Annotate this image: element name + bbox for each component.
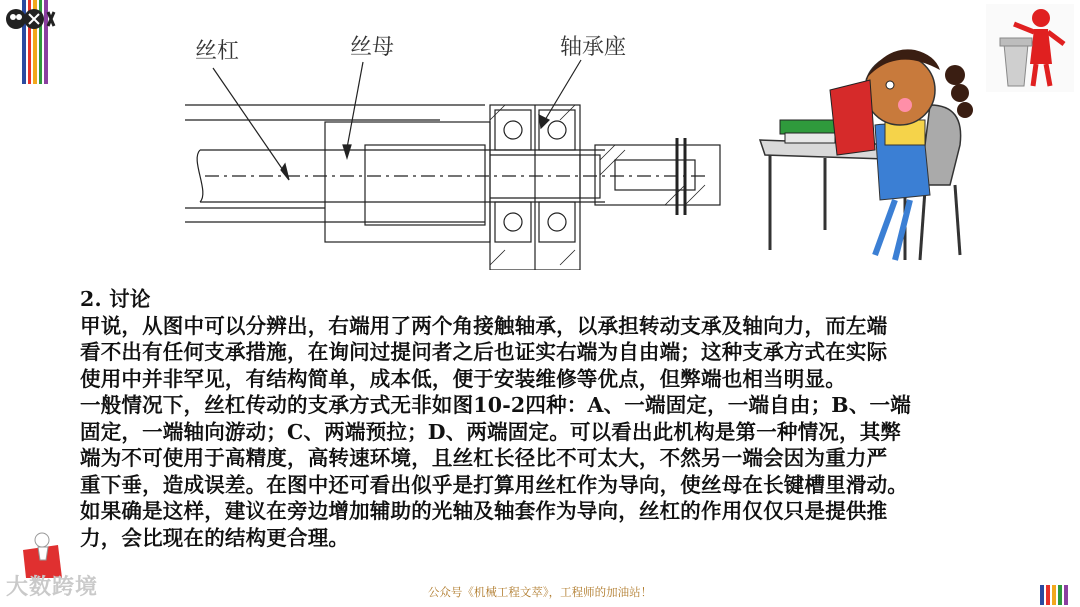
watermark: 大数跨境 <box>6 575 99 600</box>
text-line: 固定，一端轴向游动；C、两端预拉；D、两端固定。可以看出此机构是第一种情况，其弊 <box>80 419 902 444</box>
text-line: 看不出有任何支承措施，在询问过提问者之后也证实右端为自由端；这种支承方式在实际 <box>80 340 888 364</box>
text-line: 使用中并非罕见，有结构简单，成本低，便于安装维修等优点，但弊端也相当明显。 <box>80 366 846 391</box>
mechanical-drawing <box>185 10 725 270</box>
section-heading: 2. 讨论 <box>80 287 151 311</box>
text-line: 力，会比现在的结构更合理。 <box>80 525 350 550</box>
text-line: 端为不可使用于高精度，高转速环境，且丝杠长径比不可太大，不然另一端会因为重力严 <box>80 446 888 470</box>
text-line: 如果确是这样，建议在旁边增加辅助的光轴及轴套作为导向，丝杠的作用仅仅只是提供推 <box>80 499 888 523</box>
footer-text: 公众号《机械工程文萃》，工程师的加油站！ <box>427 585 653 599</box>
text-line: 重下垂，造成误差。在图中还可看出似乎是打算用丝杠作为导向，使丝母在长键槽里滑动。 <box>80 472 908 497</box>
speaker-at-podium-icon <box>986 4 1074 92</box>
label-nut: 丝母 <box>350 35 395 60</box>
reading-girl-illustration <box>755 25 975 270</box>
label-lead-screw: 丝杠 <box>195 39 240 64</box>
logo-icon <box>4 6 56 32</box>
discussion-text <box>80 286 1020 551</box>
decorative-stripes-bottom-right <box>1040 585 1068 605</box>
label-bearing-seat: 轴承座 <box>560 35 627 60</box>
text-line: 一般情况下，丝杠传动的支承方式无非如图10-2四种：A、一端固定，一端自由；B、一端 <box>80 393 911 417</box>
text-line: 甲说，从图中可以分辨出，右端用了两个角接触轴承，以承担转动支承及轴向力，而左端 <box>80 313 888 338</box>
